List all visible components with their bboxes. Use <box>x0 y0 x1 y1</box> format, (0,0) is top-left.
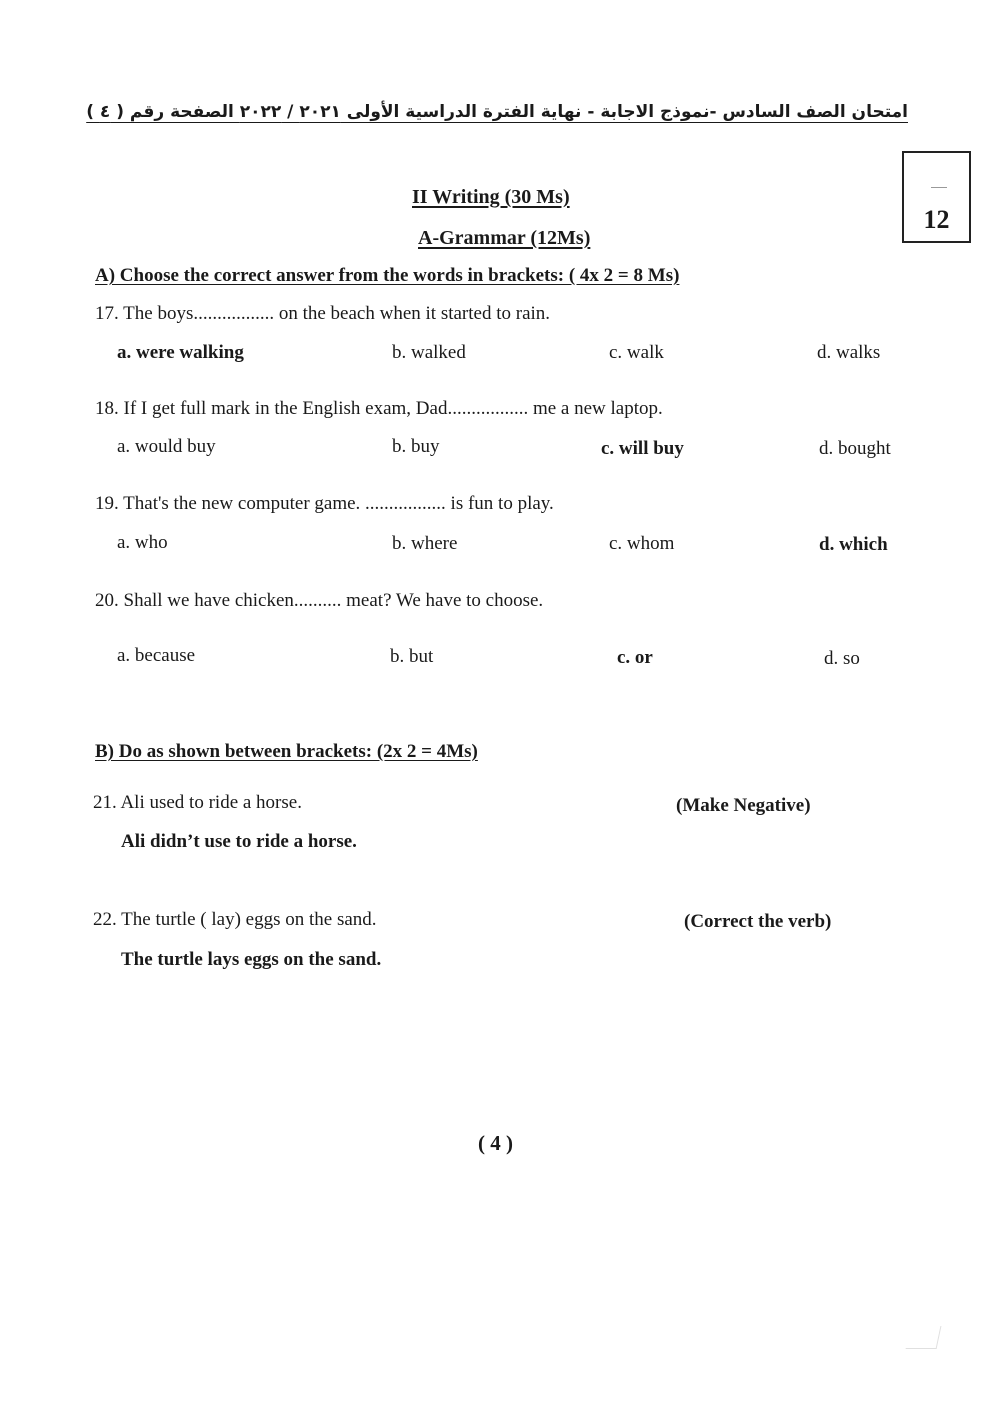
page-number: ( 4 ) <box>478 1131 513 1155</box>
question-22-hint: (Correct the verb) <box>684 911 832 932</box>
part-a-instruction: A) Choose the correct answer from the words in brackets: ( 4x 2 = 8 Ms) <box>95 265 680 286</box>
option-17a: a. were walking <box>117 342 244 363</box>
question-18: 18. If I get full mark in the English exam, Dad................. me a new laptop. <box>95 398 663 419</box>
question-19: 19. That's the new computer game. ................. is fun to play. <box>95 493 554 514</box>
option-18a: a. would buy <box>117 436 216 457</box>
option-20d: d. so <box>824 648 860 669</box>
score-value: 12 <box>923 205 950 234</box>
scan-artifact <box>906 1326 942 1349</box>
answer-21: Ali didn’t use to ride a horse. <box>121 831 357 852</box>
score-box <box>902 151 971 243</box>
answer-22: The turtle lays eggs on the sand. <box>121 949 382 970</box>
question-17: 17. The boys................. on the beach when it started to rain. <box>95 303 551 324</box>
option-17b: b. walked <box>392 342 466 363</box>
option-18b: b. buy <box>392 436 440 457</box>
option-18c: c. will buy <box>601 438 684 459</box>
option-19b: b. where <box>392 533 458 554</box>
option-17d: d. walks <box>817 342 881 363</box>
question-21: 21. Ali used to ride a horse. <box>93 792 302 813</box>
question-21-hint: (Make Negative) <box>676 795 811 816</box>
option-20c: c. or <box>617 647 653 668</box>
question-22: 22. The turtle ( lay) eggs on the sand. <box>93 909 377 930</box>
section-subtitle: A-Grammar (12Ms) <box>418 227 591 249</box>
option-19d: d. which <box>819 534 888 555</box>
section-title: II Writing (30 Ms) <box>412 186 570 208</box>
question-20: 20. Shall we have chicken.......... meat? We have to choose. <box>95 590 544 611</box>
option-18d: d. bought <box>819 438 891 459</box>
option-20b: b. but <box>390 646 434 667</box>
score-divider <box>931 187 947 188</box>
option-17c: c. walk <box>609 342 664 363</box>
part-b-instruction: B) Do as shown between brackets: (2x 2 = 4Ms) <box>95 741 478 762</box>
exam-header: امتحان الصف السادس -نموذج الاجابة - نهاية الفترة الدراسية الأولى ٢٠٢١ / ٢٠٢٢ الصفحة رقم ( ٤ ) <box>86 102 908 122</box>
option-19a: a. who <box>117 532 168 553</box>
option-20a: a. because <box>117 645 196 666</box>
option-19c: c. whom <box>609 533 675 554</box>
